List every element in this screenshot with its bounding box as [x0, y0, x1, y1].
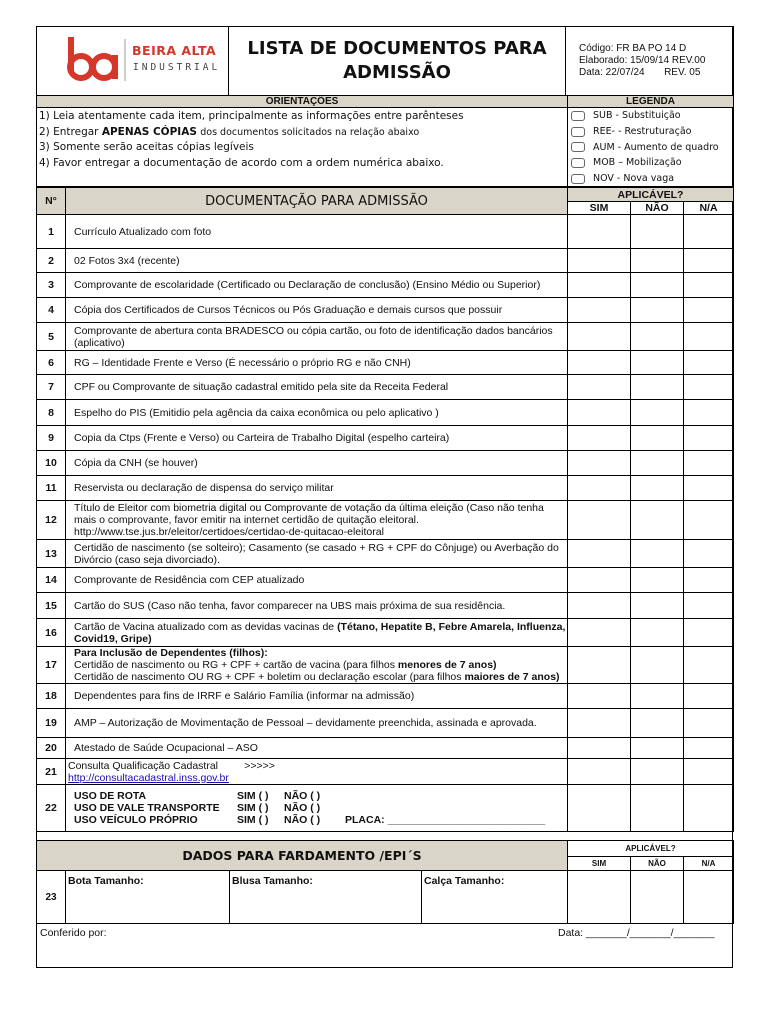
document-description: Para Inclusão de Dependentes (filhos): Certidão de nascimento ou RG + CPF + cartão de vacina (para filhos menores de 7 anos) Certidão de nascimento OU RG + CPF + boletim ou declaração escolar (para filhos maiores de 7 anos)	[66, 647, 568, 684]
row-number: 23	[37, 871, 66, 924]
legend-item[interactable]: SUB - Substituição	[568, 108, 733, 124]
uniform-heading: DADOS PARA FARDAMENTO /EPI´S	[37, 841, 568, 871]
check-sim[interactable]	[568, 476, 631, 501]
row-number: 1	[37, 215, 66, 249]
checked-by-label: Conferido por:	[40, 927, 107, 939]
document-description: 02 Fotos 3x4 (recente)	[66, 249, 568, 273]
document-row	[37, 298, 734, 323]
document-description: Copia da Ctps (Frente e Verso) ou Carteira de Trabalho Digital (espelho carteira)	[66, 426, 568, 451]
check-nao[interactable]	[631, 759, 684, 785]
check-nao[interactable]	[631, 323, 684, 351]
document-description: Dependentes para fins de IRRF e Salário Família (informar na admissão)	[66, 684, 568, 709]
document-description: Comprovante de abertura conta BRADESCO ou cópia cartão, ou foto de identificação dados bancários (aplicativo)	[66, 323, 568, 351]
doc-date: Data: 22/07/24 REV. 05	[579, 67, 701, 78]
row-number: 18	[37, 684, 66, 709]
document-row	[37, 400, 734, 426]
document-row	[37, 476, 734, 501]
document-row	[37, 785, 734, 832]
check-sim[interactable]	[568, 785, 631, 832]
document-description: Título de Eleitor com biometria digital ou Comprovante de votação da última eleição (Caso não tenha mais o comprovante, favor emitir na internet certidão de quitação eleitoral. http://www.tse.jus.br/eleitor/certidoes/certidao-de-quitacao-eleitoral	[66, 501, 568, 540]
uniform-col-sim: SIM	[568, 857, 631, 871]
row-number: 9	[37, 426, 66, 451]
check-sim[interactable]	[568, 501, 631, 540]
check-nao[interactable]	[631, 738, 684, 759]
check-nao[interactable]	[631, 400, 684, 426]
document-description: Cartão do SUS (Caso não tenha, favor comparecer na UBS mais próxima de sua residência.	[66, 593, 568, 619]
check-sim[interactable]	[568, 215, 631, 249]
row-number: 21	[37, 759, 66, 785]
check-sim[interactable]	[568, 451, 631, 476]
instructions-table	[36, 95, 734, 187]
document-description: Espelho do PIS (Emitidio pela agência da caixa econômica ou pelo aplicativo )	[66, 400, 568, 426]
number-header: N°	[37, 188, 66, 215]
logo-name: BEIRA ALTA	[132, 43, 217, 58]
check-na[interactable]	[684, 684, 734, 709]
check-nao[interactable]	[631, 451, 684, 476]
check-sim[interactable]	[568, 400, 631, 426]
row-number: 4	[37, 298, 66, 323]
legend-heading: LEGENDA	[568, 96, 734, 108]
document-description: AMP – Autorização de Movimentação de Pessoal – devidamente preenchida, assinada e aprovada.	[66, 709, 568, 738]
shirt-size-field[interactable]: Blusa Tamanho:	[230, 871, 422, 924]
uniform-table	[36, 840, 734, 924]
legend-checkbox[interactable]	[571, 111, 585, 121]
document-row	[37, 323, 734, 351]
instruction-item: 1) Leia atentamente cada item, principalmente as informações entre parênteses	[39, 110, 464, 122]
check-sim[interactable]	[568, 323, 631, 351]
check-nao[interactable]	[631, 568, 684, 593]
document-row	[37, 375, 734, 400]
doc-elaborated: Elaborado: 15/09/14 REV.00	[579, 55, 706, 66]
row-number: 16	[37, 619, 66, 647]
document-row	[37, 619, 734, 647]
check-na[interactable]	[684, 400, 734, 426]
uniform-check-nao[interactable]	[631, 871, 684, 924]
legend-item[interactable]: NOV - Nova vaga	[568, 171, 733, 187]
check-na[interactable]	[684, 785, 734, 832]
boot-size-field[interactable]: Bota Tamanho:	[66, 871, 230, 924]
check-na[interactable]	[684, 426, 734, 451]
check-nao[interactable]	[631, 619, 684, 647]
row-number: 13	[37, 540, 66, 568]
check-na[interactable]	[684, 568, 734, 593]
check-sim[interactable]	[568, 375, 631, 400]
row-number: 20	[37, 738, 66, 759]
check-sim[interactable]	[568, 351, 631, 375]
instruction-item: 3) Somente serão aceitas cópias legíveis	[39, 141, 254, 153]
check-sim[interactable]	[568, 540, 631, 568]
check-na[interactable]	[684, 375, 734, 400]
check-na[interactable]	[684, 619, 734, 647]
documentation-table	[36, 187, 734, 832]
check-na[interactable]	[684, 738, 734, 759]
document-row	[37, 351, 734, 375]
document-row	[37, 273, 734, 298]
check-na[interactable]	[684, 759, 734, 785]
legend-item[interactable]: MOB – Mobilização	[568, 155, 733, 171]
col-sim: SIM	[568, 202, 631, 215]
row-number: 19	[37, 709, 66, 738]
check-sim[interactable]	[568, 619, 631, 647]
document-description: Cópia dos Certificados de Cursos Técnicos ou Pós Graduação e demais cursos que possuir	[66, 298, 568, 323]
check-na[interactable]	[684, 451, 734, 476]
check-na[interactable]	[684, 647, 734, 684]
document-description: USO DE ROTA SIM ( ) NÃO ( ) USO DE VALE TRANSPORTE SIM ( ) NÃO ( ) USO VEÍCULO PRÓPRIO SIM ( ) NÃO ( ) PLACA: ___________________________	[66, 785, 568, 832]
check-na[interactable]	[684, 709, 734, 738]
document-description: RG – Identidade Frente e Verso (É necessário o próprio RG e não CNH)	[66, 351, 568, 375]
check-nao[interactable]	[631, 426, 684, 451]
doc-code: Código: FR BA PO 14 D	[579, 43, 687, 54]
row-number: 12	[37, 501, 66, 540]
check-sim[interactable]	[568, 759, 631, 785]
check-nao[interactable]	[631, 273, 684, 298]
row-number: 22	[37, 785, 66, 832]
document-row	[37, 647, 734, 684]
uniform-check-sim[interactable]	[568, 871, 631, 924]
legend-checkbox[interactable]	[571, 142, 585, 152]
document-description: Reservista ou declaração de dispensa do serviço militar	[66, 476, 568, 501]
instructions-list	[37, 108, 568, 187]
pants-size-field[interactable]: Calça Tamanho:	[422, 871, 568, 924]
document-row	[37, 738, 734, 759]
check-na[interactable]	[684, 323, 734, 351]
row-number: 11	[37, 476, 66, 501]
legend-item[interactable]: AUM - Aumento de quadro	[568, 139, 733, 155]
uniform-applicable-header: APLICÁVEL?	[568, 841, 734, 857]
document-description: Comprovante de escolaridade (Certificado ou Declaração de conclusão) (Ensino Médio ou Superior)	[66, 273, 568, 298]
document-description: Atestado de Saúde Ocupacional – ASO	[66, 738, 568, 759]
check-sim[interactable]	[568, 647, 631, 684]
check-nao[interactable]	[631, 375, 684, 400]
row-number: 17	[37, 647, 66, 684]
check-nao[interactable]	[631, 298, 684, 323]
check-nao[interactable]	[631, 249, 684, 273]
instructions-heading: ORIENTAÇÕES	[37, 96, 568, 108]
instruction-item: 2) Entregar APENAS CÓPIAS dos documentos solicitados na relação abaixo	[39, 125, 420, 138]
row-number: 10	[37, 451, 66, 476]
row-number: 15	[37, 593, 66, 619]
document-description: Comprovante de Residência com CEP atualizado	[66, 568, 568, 593]
check-nao[interactable]	[631, 215, 684, 249]
document-description: CPF ou Comprovante de situação cadastral emitido pela site da Receita Federal	[66, 375, 568, 400]
row-number: 6	[37, 351, 66, 375]
document-row	[37, 684, 734, 709]
documentation-heading: DOCUMENTAÇÃO PARA ADMISSÃO	[66, 188, 568, 215]
document-row	[37, 426, 734, 451]
logo	[37, 27, 229, 96]
check-na[interactable]	[684, 540, 734, 568]
row-number: 3	[37, 273, 66, 298]
check-nao[interactable]	[631, 501, 684, 540]
legend-checkbox[interactable]	[571, 158, 585, 168]
check-na[interactable]	[684, 501, 734, 540]
check-nao[interactable]	[631, 540, 684, 568]
check-sim[interactable]	[568, 593, 631, 619]
check-nao[interactable]	[631, 647, 684, 684]
row-number: 14	[37, 568, 66, 593]
document-row	[37, 501, 734, 540]
document-row	[37, 215, 734, 249]
row-number: 7	[37, 375, 66, 400]
check-na[interactable]	[684, 593, 734, 619]
uniform-col-na: N/A	[684, 857, 734, 871]
document-description: Currículo Atualizado com foto	[66, 215, 568, 249]
check-sim[interactable]	[568, 709, 631, 738]
document-row	[37, 451, 734, 476]
document-description: Consulta Qualificação Cadastral >>>>> http://consultacadastral.inss.gov.br	[66, 759, 568, 785]
check-na[interactable]	[684, 351, 734, 375]
col-na: N/A	[684, 202, 734, 215]
check-na[interactable]	[684, 298, 734, 323]
check-nao[interactable]	[631, 709, 684, 738]
instruction-item: 4) Favor entregar a documentação de acordo com a ordem numérica abaixo.	[39, 156, 444, 169]
check-nao[interactable]	[631, 593, 684, 619]
check-sim[interactable]	[568, 298, 631, 323]
legend-checkbox[interactable]	[571, 174, 585, 184]
row-number: 5	[37, 323, 66, 351]
uniform-col-nao: NÃO	[631, 857, 684, 871]
check-sim[interactable]	[568, 426, 631, 451]
check-sim[interactable]	[568, 249, 631, 273]
check-nao[interactable]	[631, 684, 684, 709]
check-nao[interactable]	[631, 785, 684, 832]
row-number: 8	[37, 400, 66, 426]
header-table	[36, 26, 734, 96]
document-row	[37, 759, 734, 785]
check-nao[interactable]	[631, 476, 684, 501]
check-na[interactable]	[684, 215, 734, 249]
page-title: LISTA DE DOCUMENTOS PARA ADMISSÃO	[229, 27, 566, 96]
check-sim[interactable]	[568, 568, 631, 593]
document-row	[37, 709, 734, 738]
document-description: Certidão de nascimento (se solteiro); Casamento (se casado + RG + CPF do Cônjuge) ou Averbação do Divórcio (caso seja divorciado).	[66, 540, 568, 568]
footer-date[interactable]: Data: _______/_______/_______	[558, 927, 715, 939]
row-number: 2	[37, 249, 66, 273]
legend-item[interactable]: REE- - Restruturação	[568, 124, 733, 140]
check-sim[interactable]	[568, 684, 631, 709]
doc-meta	[566, 27, 734, 96]
document-description: Cópia da CNH (se houver)	[66, 451, 568, 476]
document-row	[37, 249, 734, 273]
applicable-header: APLICÁVEL?	[568, 188, 734, 202]
col-nao: NÃO	[631, 202, 684, 215]
uniform-check-na[interactable]	[684, 871, 734, 924]
document-description: Cartão de Vacina atualizado com as devidas vacinas de (Tétano, Hepatite B, Febre Amarela, Influenza, Covid19, Gripe)	[66, 619, 568, 647]
check-nao[interactable]	[631, 351, 684, 375]
document-row	[37, 568, 734, 593]
legend-checkbox[interactable]	[571, 127, 585, 137]
logo-sub: INDUSTRIAL	[133, 62, 221, 73]
check-na[interactable]	[684, 249, 734, 273]
check-sim[interactable]	[568, 273, 631, 298]
inss-link[interactable]: http://consultacadastral.inss.gov.br	[68, 771, 229, 784]
document-row	[37, 540, 734, 568]
check-sim[interactable]	[568, 738, 631, 759]
legend-list	[568, 108, 734, 187]
document-row	[37, 593, 734, 619]
check-na[interactable]	[684, 476, 734, 501]
check-na[interactable]	[684, 273, 734, 298]
